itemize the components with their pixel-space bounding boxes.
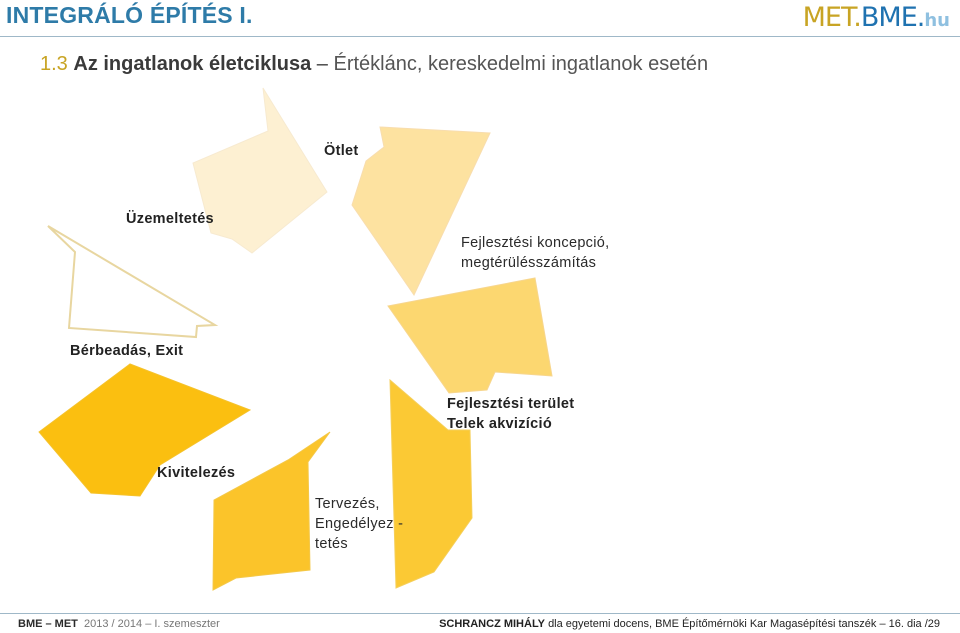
stage-label-tervezes-line3: tetés <box>315 536 348 552</box>
stage-arrow-kivitelezes <box>213 432 330 590</box>
footer-author-info: SCHRANCZ MIHÁLY dla egyetemi docens, BME Építőmérnöki Kar Magasépítési tanszék – 16. dia /29 <box>439 618 940 630</box>
stage-label-fejlesztesi-terulet-line1: Fejlesztési terület <box>447 396 575 412</box>
met-bme-logo: MET.BME.hu <box>802 2 950 33</box>
stage-label-uzemeltetes: Üzemeltetés <box>126 211 214 227</box>
stage-label-tervezes-line1: Tervezés, <box>315 496 380 512</box>
slide-footer <box>0 614 960 633</box>
stage-label-kivitelezes: Kivitelezés <box>157 465 236 481</box>
stage-arrow-fejlesztesi-terulet <box>388 278 552 393</box>
stage-label-fejlesztesi-koncepcio-line2: megtérülésszámítás <box>461 255 597 271</box>
stage-label-fejlesztesi-koncepcio-line1: Fejlesztési koncepció, <box>461 235 610 251</box>
footer-course-info: BME – MET 2013 / 2014 – I. szemeszter <box>18 618 220 630</box>
stage-label-otlet: Ötlet <box>324 143 359 159</box>
course-title: INTEGRÁLÓ ÉPÍTÉS I. <box>6 2 253 28</box>
stage-arrow-uzemeltetes <box>48 226 215 337</box>
stage-label-fejlesztesi-terulet-line2: Telek akvizíció <box>447 416 552 432</box>
stage-label-berbeadas: Bérbeadás, Exit <box>70 343 184 359</box>
stage-label-tervezes-line2: Engedélyez - <box>315 516 404 532</box>
slide-subtitle: 1.3 Az ingatlanok életciklusa – Értéklánc, kereskedelmi ingatlanok esetén <box>40 53 709 75</box>
